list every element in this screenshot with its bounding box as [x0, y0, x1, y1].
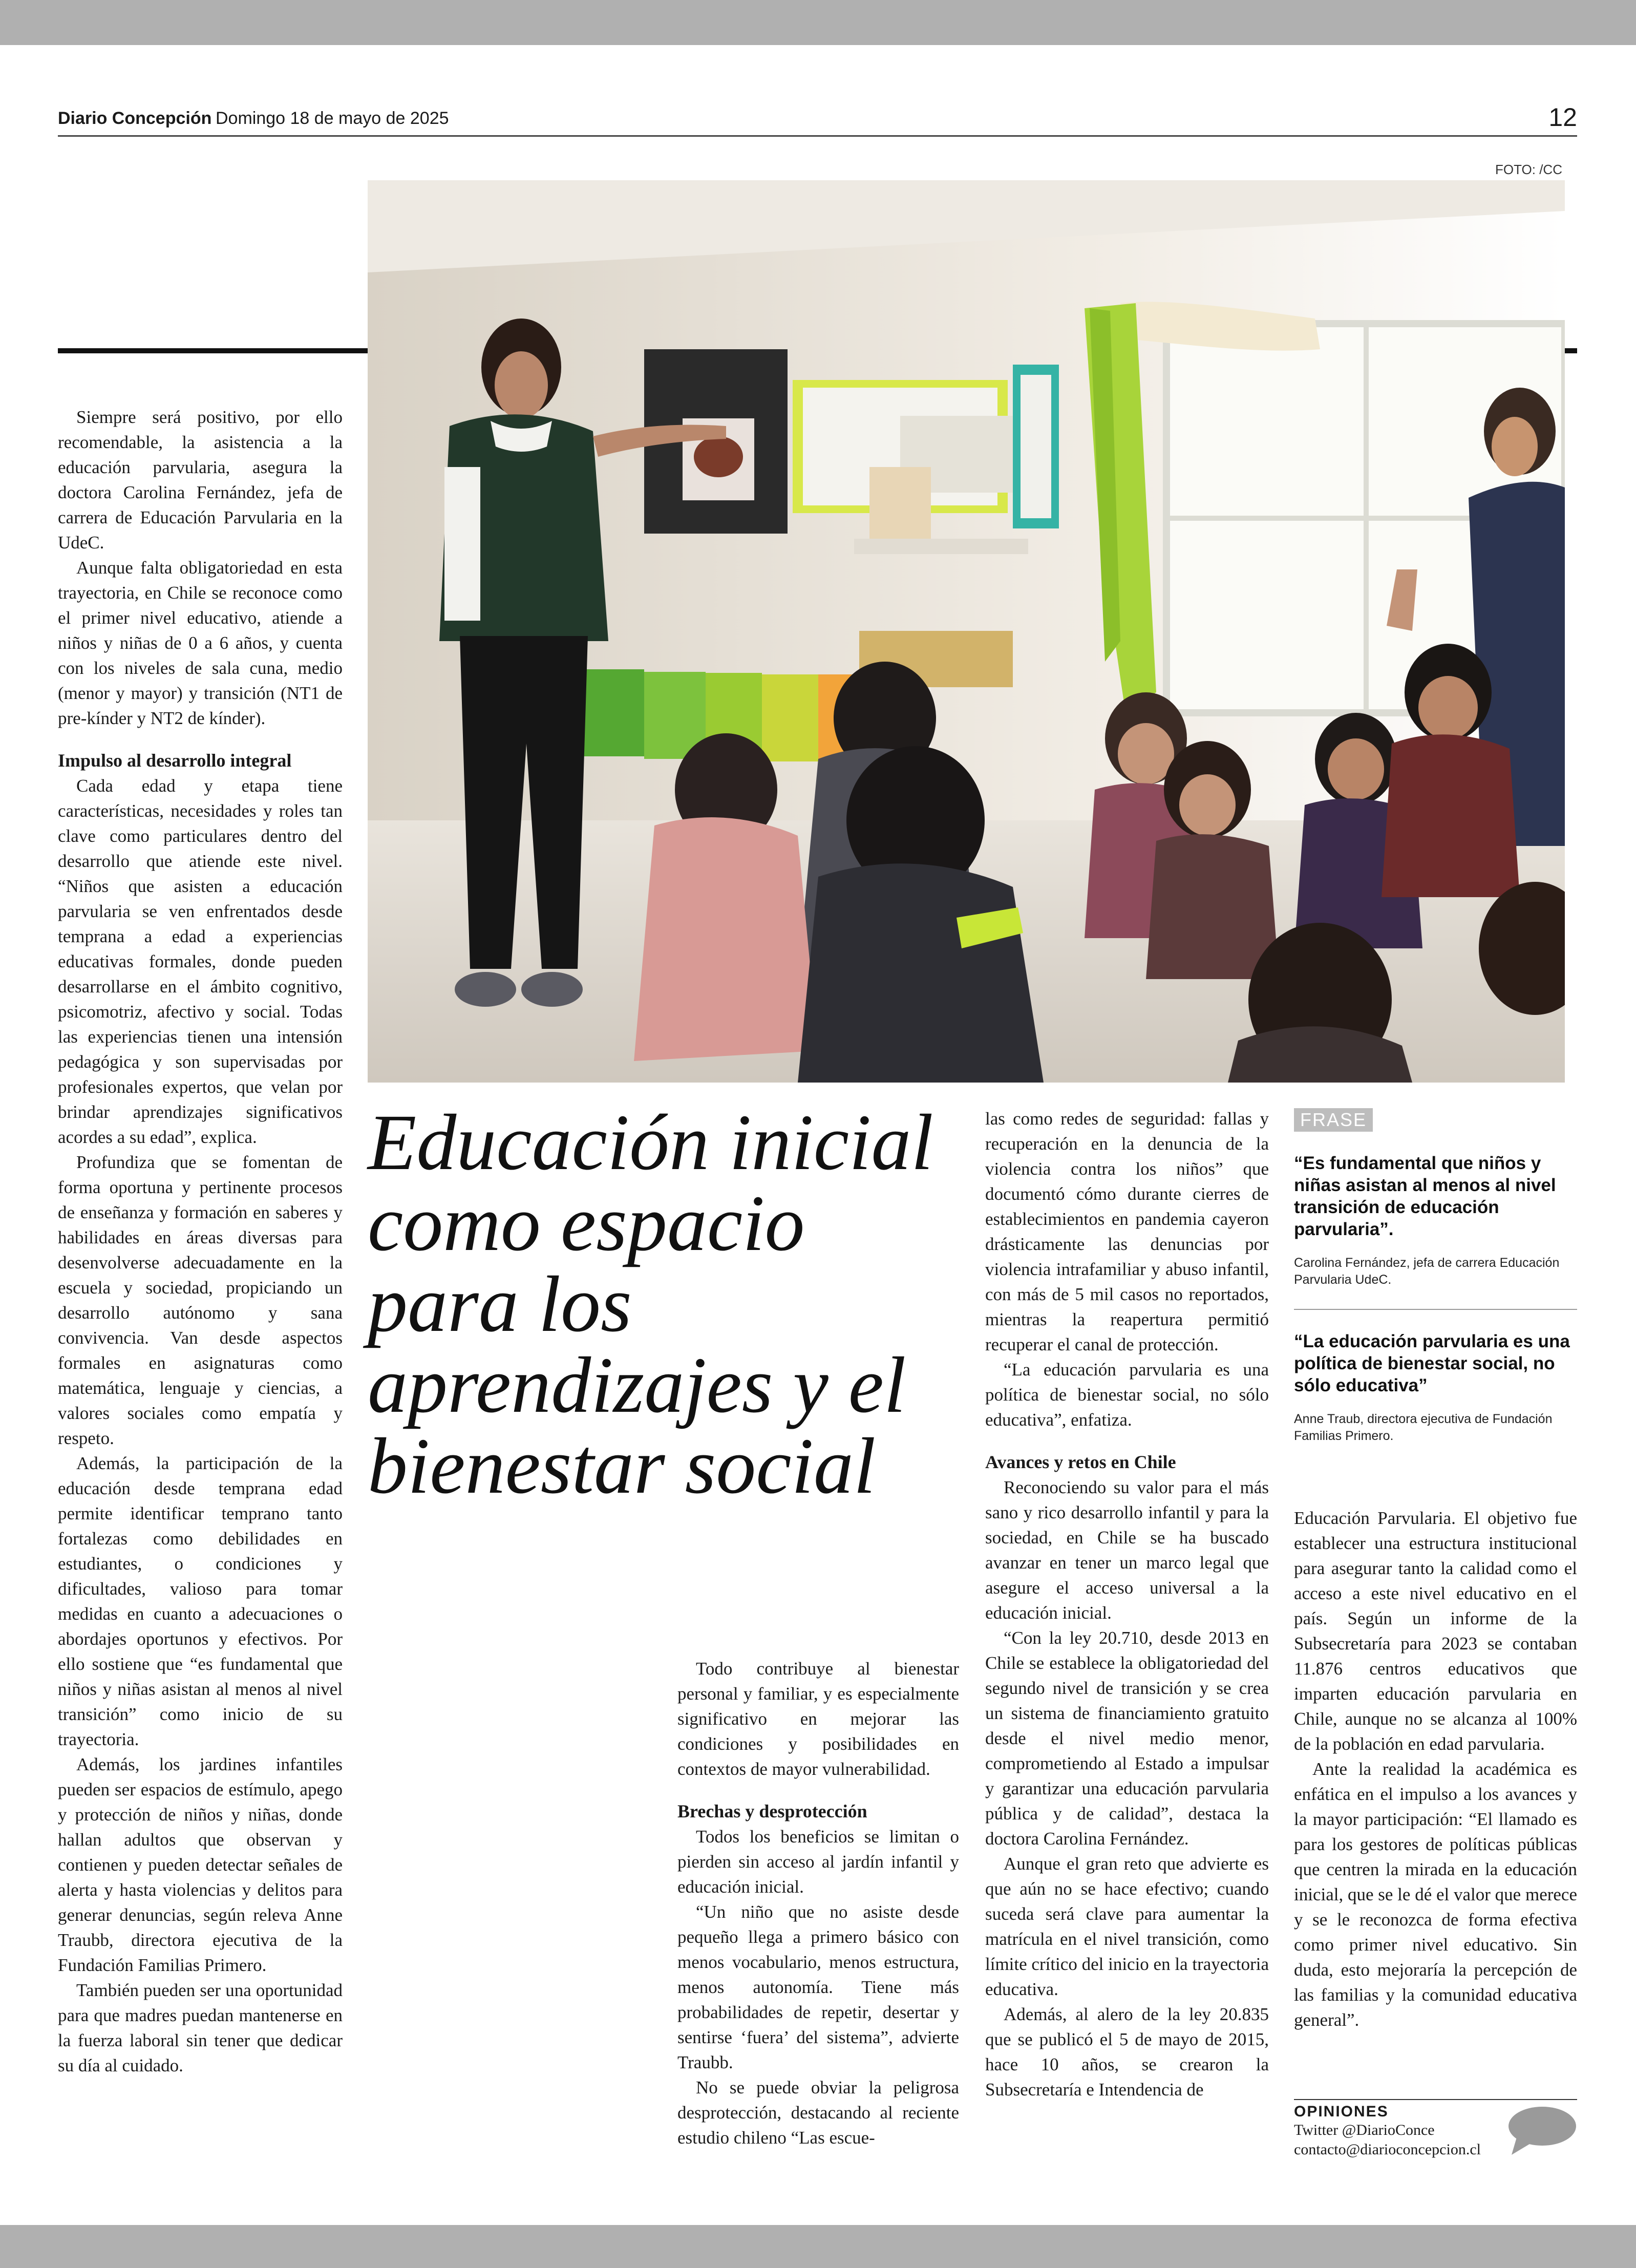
page-number: 12 — [1548, 103, 1577, 132]
subheading-avances: Avances y retos en Chile — [985, 1452, 1176, 1472]
frase-box — [1294, 1108, 1577, 1445]
bottom-gray-band — [0, 2225, 1636, 2268]
paragraph: Profundiza que se fomentan de forma oportuna y pertinente procesos de enseñanza y formación en saberes y habilidades en áreas diversas para desenvolverse adecuadamente en la escuela y sociedad, propiciando un desarrollo autónomo y sana convivencia. Van desde aspectos formales en asignaturas como matemática, lenguaje y ciencias, a valores sociales como empatía y respeto. — [58, 1152, 343, 1448]
pull-quote-1: “Es fundamental que niños y niñas asistan al menos al nivel transición de educación parvularia”. — [1294, 1153, 1556, 1239]
issue-date: Domingo 18 de mayo de 2025 — [216, 109, 449, 128]
opiniones-label: OPINIONES — [1294, 2103, 1389, 2120]
article-column-1 — [58, 405, 343, 2078]
quote-divider — [1294, 1309, 1577, 1310]
newspaper-name: Diario Concepción — [58, 109, 212, 128]
paragraph: Reconociendo su valor para el más sano y rico desarrollo infantil y para la sociedad, en Chile se ha buscado avanzar en tener un marco legal que asegure el acceso universal a la educación inicial. — [985, 1477, 1269, 1623]
paragraph: Todo contribuye al bienestar personal y familiar, y es especialmente significativo en mejorar las condiciones y posibilidades en contextos de mayor vulnerabilidad. — [677, 1659, 959, 1779]
section-rule-right — [1565, 348, 1577, 353]
header-rule — [58, 135, 1577, 137]
section-rule-left — [58, 348, 368, 353]
paragraph: Aunque falta obligatoriedad en esta trayectoria, en Chile se reconoce como el primer nivel educativo, atiende a niños y niñas de 0 a 6 años, y cuenta con los niveles de sala cuna, medio (menor y mayor) y transición (NT1 de pre-kínder y NT2 de kínder). — [58, 558, 343, 728]
article-column-2 — [677, 1656, 959, 2150]
contact-email: contacto@diarioconcepcion.cl — [1294, 2141, 1481, 2158]
subheading-impulso: Impulso al desarrollo integral — [58, 750, 292, 771]
paragraph: Ante la realidad la académica es enfática en el impulso a los avances y la mayor participación: “El llamado es para los gestores de políticas públicas que centren la mirada en la educación inicial, que se le dé el valor que merece y se le reconozca de forma efectiva como primer nivel educativo. Sin duda, esto mejoraría la percepción de las familias y la comunidad educativa general”. — [1294, 1759, 1577, 2030]
paragraph: “Un niño que no asiste desde pequeño llega a primero básico con menos vocabulario, menos estructura, menos autonomía. Tiene más probabilidades de repetir, desertar y sentirse ‘fuera’ del sistema”, advierte Traubb. — [677, 1902, 959, 2072]
article-column-3 — [985, 1106, 1269, 2102]
pull-quote-1-attribution: Carolina Fernández, jefa de carrera Educación Parvularia UdeC. — [1294, 1256, 1560, 1287]
paragraph: Aunque el gran reto que advierte es que aún no se hace efectivo; cuando suceda será clave para aumentar la matrícula en el nivel transición, como límite crítico del inicio en la trayectoria educativa. — [985, 1854, 1269, 1999]
speech-bubble-icon — [1505, 2106, 1577, 2157]
paragraph: Además, la participación de la educación desde temprana edad permite identificar temprano tanto fortalezas como debilidades en estudiantes, o condiciones y dificultades, valioso para tomar medidas en cuanto a adecuaciones o abordajes oportunos y efectivos. Por ello sostiene que “es fundamental que niños y niñas asistan al menos al nivel transición” como inicio de su trayectoria. — [58, 1453, 343, 1749]
pull-quote-2: “La educación parvularia es una política de bienestar social, no sólo educativa” — [1294, 1331, 1570, 1395]
paragraph: “La educación parvularia es una política de bienestar social, no sólo educativa”, enfatiza. — [985, 1360, 1269, 1430]
top-gray-band — [0, 0, 1636, 45]
paragraph: Todos los beneficios se limitan o pierden sin acceso al jardín infantil y educación inicial. — [677, 1827, 959, 1897]
paragraph: las como redes de seguridad: fallas y recuperación en la denuncia de la violencia contra los niños” que documentó cómo durante cierres de establecimientos en pandemia cayeron drásticamente las denuncias por violencia intrafamiliar y abuso infantil, con más de 5 mil casos no reportados, mientras la reapertura permitió recuperar el canal de protección. — [985, 1109, 1269, 1354]
page-header — [58, 102, 1577, 134]
subheading-brechas: Brechas y desprotección — [677, 1801, 867, 1821]
paragraph: Cada edad y etapa tiene características, necesidades y roles tan clave como particulares dentro del desarrollo que atiende este nivel. “Niños que asisten a educación parvularia se ven enfrentados desde temprana a edad a experiencias educativas formales, donde pueden desarrollarse en el ámbito cognitivo, psicomotriz, afectivo y social. Todas las experiencias tienen una intensión pedagógica y son supervisadas por profesionales expertos, que velan por brindar aprendizajes significativos acordes a su edad”, explica. — [58, 776, 343, 1147]
pull-quote-2-attribution: Anne Traub, directora ejecutiva de Fundación Familias Primero. — [1294, 1412, 1553, 1443]
article-headline: Educación inicial como espacio para los aprendizajes y el bienestar social — [368, 1098, 933, 1510]
paragraph: Educación Parvularia. El objetivo fue establecer una estructura institucional para asegurar tanto la calidad como el acceso a este nivel educativo en el país. Según un informe de la Subsecretaría para 2023 se contaban 11.876 centros educativos que imparten educación parvularia en Chile, aunque no se alcanza al 100% de la población en edad parvularia. — [1294, 1508, 1577, 1754]
paragraph: No se puede obviar la peligrosa desprotección, destacando al reciente estudio chileno “Las escue- — [677, 2078, 959, 2148]
classroom-photo — [368, 180, 1565, 1083]
photo-credit: FOTO: /CC — [1495, 162, 1562, 177]
opiniones-rule — [1294, 2099, 1577, 2100]
paragraph: “Con la ley 20.710, desde 2013 en Chile se establece la obligatoriedad del segundo nivel de transición y se crea un sistema de financiamiento gratuito desde el nivel medio menor, comprometiendo al Estado a impulsar y garantizar una educación parvularia pública y de calidad”, destaca la doctora Carolina Fernández. — [985, 1628, 1269, 1849]
paragraph: Siempre será positivo, por ello recomendable, la asistencia a la educación parvularia, asegura la doctora Carolina Fernández, jefa de carrera de Educación Parvularia en la UdeC. — [58, 407, 343, 553]
paragraph: También pueden ser una oportunidad para que madres puedan mantenerse en la fuerza laboral sin tener que dedicar su día al cuidado. — [58, 1980, 343, 2075]
twitter-handle: Twitter @DiarioConce — [1294, 2122, 1435, 2138]
paragraph: Además, al alero de la ley 20.835 que se publicó el 5 de mayo de 2015, hace 10 años, se crearon la Subsecretaría e Intendencia de — [985, 2004, 1269, 2100]
paragraph: Además, los jardines infantiles pueden ser espacios de estímulo, apego y protección de niños y niñas, donde hallan adultos que observan y contienen y pueden detectar señales de alerta y hasta violencias y delitos para generar denuncias, según releva Anne Traubb, directora ejecutiva de la Fundación Familias Primero. — [58, 1754, 343, 1975]
frase-tag: FRASE — [1294, 1108, 1373, 1132]
article-column-4 — [1294, 1506, 1577, 2032]
